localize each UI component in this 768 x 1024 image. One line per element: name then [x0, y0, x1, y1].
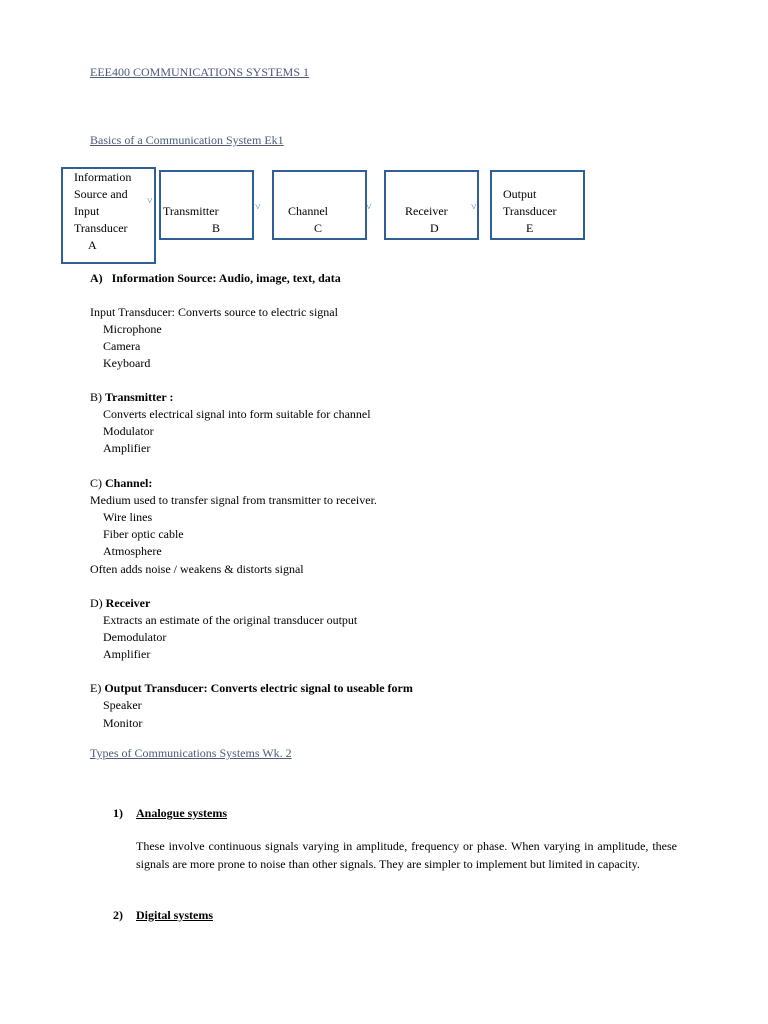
block-b-letter: B — [212, 221, 221, 235]
course-title: EEE400 COMMUNICATIONS SYSTEMS 1 — [90, 65, 310, 79]
item-d-line: Extracts an estimate of the original transducer output — [103, 613, 358, 627]
list-title-digital: Digital systems — [136, 908, 213, 922]
block-information-source — [61, 167, 156, 264]
item-b-line: Amplifier — [103, 441, 151, 455]
block-output-transducer — [490, 170, 585, 240]
item-e-example: Monitor — [103, 716, 143, 730]
arrow-a-to-b-icon: ˅ — [147, 196, 153, 207]
list-number: 2) — [113, 908, 123, 922]
block-a-line-4: Transducer — [74, 221, 128, 235]
list-title-analogue: Analogue systems — [136, 806, 228, 820]
block-transmitter — [159, 170, 254, 240]
item-d-heading — [90, 595, 150, 612]
arrow-b-to-c-icon: ˅ — [255, 202, 261, 213]
item-b-line: Modulator — [103, 424, 154, 438]
block-a-letter: A — [88, 238, 97, 252]
block-b-label: Transmitter — [163, 204, 219, 218]
item-c-example: Atmosphere — [103, 544, 162, 558]
section-heading-types: Types of Communications Systems Wk. 2 — [90, 746, 292, 760]
arrow-c-to-d-icon: ˅ — [366, 202, 372, 213]
block-d-letter: D — [430, 221, 439, 235]
block-a-line-2: Source and — [74, 187, 128, 201]
section-heading-basics: Basics of a Communication System Ek1 — [90, 133, 284, 147]
item-e-title: Output Transducer: Converts electric signal to useable form — [104, 681, 413, 695]
block-e-letter: E — [526, 221, 534, 235]
item-b-line: Converts electrical signal into form suitable for channel — [103, 407, 371, 421]
block-c-letter: C — [314, 221, 323, 235]
item-d-line: Demodulator — [103, 630, 167, 644]
item-e-marker: E) — [90, 681, 105, 695]
item-a — [90, 270, 341, 287]
arrow-d-to-e-icon: ˅ — [471, 202, 477, 213]
block-a-line-1: Information — [74, 170, 132, 184]
input-transducer-example: Microphone — [103, 322, 162, 336]
item-c-marker: C) — [90, 476, 105, 490]
item-c-example: Wire lines — [103, 510, 153, 524]
block-c-label: Channel — [288, 204, 328, 218]
block-e-line-2: Transducer — [503, 204, 557, 218]
item-e-heading — [90, 680, 413, 697]
analogue-description: These involve continuous signals varying in amplitude, frequency or phase. When varying in amplitude, these signals are more prone to noise than other signals. They are simpler to implement but limited in capacity. — [136, 839, 677, 871]
item-a-text: Information Source: Audio, image, text, data — [111, 271, 341, 285]
item-a-marker: A) — [90, 271, 103, 285]
item-c-title: Channel: — [105, 476, 153, 490]
input-transducer-text: Input Transducer: Converts source to electric signal — [90, 305, 338, 319]
block-d-label: Receiver — [405, 204, 448, 218]
item-b-marker: B) — [90, 390, 105, 404]
item-c-example: Fiber optic cable — [103, 527, 184, 541]
input-transducer-example: Keyboard — [103, 356, 151, 370]
block-a-line-3: Input — [74, 204, 100, 218]
item-d-line: Amplifier — [103, 647, 151, 661]
item-c-description: Medium used to transfer signal from transmitter to receiver. — [90, 493, 377, 507]
item-d-marker: D) — [90, 596, 106, 610]
list-number: 1) — [113, 806, 123, 820]
block-receiver — [384, 170, 479, 240]
block-channel — [272, 170, 367, 240]
item-c-note: Often adds noise / weakens & distorts signal — [90, 562, 304, 576]
input-transducer-example: Camera — [103, 339, 141, 353]
item-b-heading — [90, 389, 174, 406]
block-e-line-1: Output — [503, 187, 537, 201]
item-c-heading — [90, 475, 152, 492]
item-e-example: Speaker — [103, 698, 142, 712]
item-b-title: Transmitter : — [105, 390, 174, 404]
item-d-title: Receiver — [105, 596, 151, 610]
